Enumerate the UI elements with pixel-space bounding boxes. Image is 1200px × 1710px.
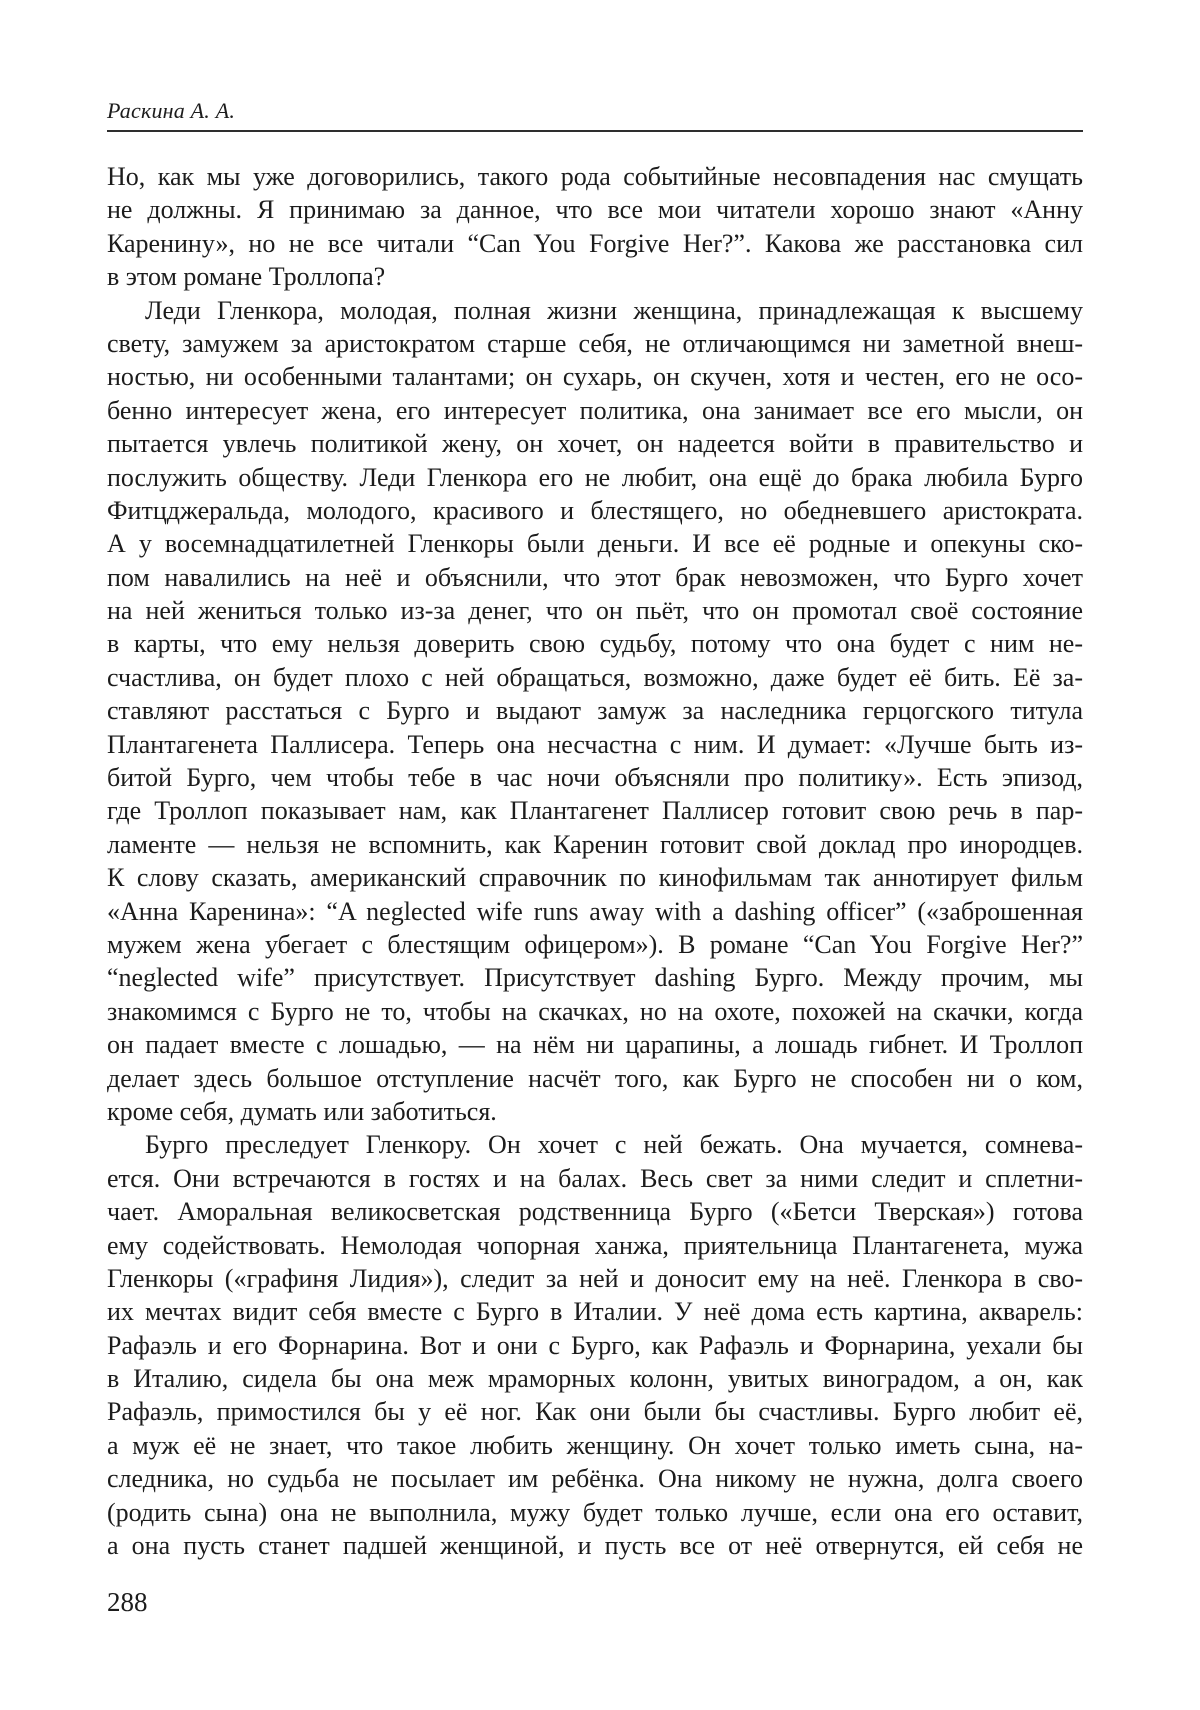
text-line: знакомимся с Бурго не то, чтобы на скачках, но на охоте, похожей на скачки, когда: [107, 996, 1083, 1026]
text-line: счастлива, он будет плохо с ней обращаться, возможно, даже будет её бить. Её за-: [107, 662, 1083, 692]
text-line: ностью, ни особенными талантами; он сухарь, он скучен, хотя и честен, его не осо-: [107, 362, 1083, 392]
text-line: делает здесь большое отступление насчёт того, как Бурго не способен ни о ком,: [107, 1063, 1083, 1093]
header-rule: [107, 130, 1083, 132]
text-line: (родить сына) она не выполнила, мужу будет только лучше, если она его оставит,: [107, 1497, 1083, 1527]
text-line: ламенте — нельзя не вспомнить, как Каренин готовит свой доклад про инородцев.: [107, 829, 1083, 859]
text-line: в карты, что ему нельзя доверить свою судьбу, потому что она будет с ним не-: [107, 629, 1083, 659]
running-header-author: Раскина А. А.: [107, 98, 236, 123]
text-line: битой Бурго, чем чтобы тебе в час ночи объясняли про политику». Есть эпизод,: [107, 763, 1083, 793]
paragraph: [107, 1128, 1083, 1562]
text-line: в Италию, сидела бы она меж мраморных колонн, увитых виноградом, а он, как: [107, 1364, 1083, 1394]
text-line: он падает вместе с лошадью, — на нём ни царапины, а лошадь гибнет. И Троллоп: [107, 1030, 1083, 1060]
text-line: ему содействовать. Немолодая чопорная ханжа, приятельница Плантагенета, мужа: [107, 1230, 1083, 1260]
page-number: 288: [107, 1587, 148, 1617]
text-line: послужить обществу. Леди Гленкора его не любит, она ещё до брака любила Бурго: [107, 462, 1083, 492]
text-line: а она пусть станет падшей женщиной, и пусть все от неё отвернутся, ей себя не: [107, 1531, 1083, 1561]
text-line: в этом романе Троллопа?: [107, 262, 386, 292]
text-line: Рафаэль и его Форнарина. Вот и они с Бурго, как Рафаэль и Форнарина, уехали бы: [107, 1330, 1083, 1360]
text-line: К слову сказать, американский справочник по кинофильмам так аннотирует фильм: [107, 863, 1083, 893]
text-line: следника, но судьба не посылает им ребёнка. Она никому не нужна, долга своего: [107, 1464, 1083, 1494]
text-line: свету, замужем за аристократом старше себя, не отличающимся ни заметной внеш-: [107, 328, 1083, 358]
text-line: Рафаэль, примостился бы у её ног. Как они были бы счастливы. Бурго любит её,: [107, 1397, 1083, 1427]
text-line: пом навалились на неё и объяснили, что этот брак невозможен, что Бурго хочет: [107, 562, 1083, 592]
text-line: «Анна Каренина»: “A neglected wife runs away with a dashing officer” («заброшенная: [107, 896, 1083, 926]
text-line: ставляют расстаться с Бурго и выдают замуж за наследника герцогского титула: [107, 696, 1083, 726]
text-line: кроме себя, думать или заботиться.: [107, 1096, 497, 1126]
body-text: [107, 160, 1083, 1562]
text-line: Плантагенета Паллисера. Теперь она несчастна с ним. И думает: «Лучше быть из-: [107, 729, 1083, 759]
text-line: их мечтах видит себя вместе с Бурго в Италии. У неё дома есть картина, акварель:: [107, 1297, 1083, 1327]
text-line: Каренину», но не все читали “Can You Forgive Her?”. Какова же расстановка сил: [107, 228, 1083, 258]
text-line: Бурго преследует Гленкору. Он хочет с ней бежать. Она мучается, сомнева-: [145, 1130, 1083, 1160]
text-line: Фитцджеральда, молодого, красивого и блестящего, но обедневшего аристократа.: [107, 495, 1083, 525]
text-line: чает. Аморальная великосветская родственница Бурго («Бетси Тверская») готова: [107, 1197, 1083, 1227]
text-line: на ней жениться только из-за денег, что он пьёт, что он промотал своё состояние: [107, 596, 1083, 626]
running-header: [107, 98, 1083, 124]
text-line: пытается увлечь политикой жену, он хочет, он надеется войти в правительство и: [107, 429, 1083, 459]
text-line: Леди Гленкора, молодая, полная жизни женщина, принадлежащая к высшему: [145, 295, 1083, 325]
text-line: ется. Они встречаются в гостях и на балах. Весь свет за ними следит и сплетни-: [107, 1163, 1083, 1193]
text-line: А у восемнадцатилетней Гленкоры были деньги. И все её родные и опекуны ско-: [107, 529, 1083, 559]
paragraph: [107, 294, 1083, 1129]
text-line: не должны. Я принимаю за данное, что все мои читатели хорошо знают «Анну: [107, 195, 1083, 225]
text-line: Гленкоры («графиня Лидия»), следит за ней и доносит ему на неё. Гленкора в сво-: [107, 1263, 1083, 1293]
text-line: а муж её не знает, что такое любить женщину. Он хочет только иметь сына, на-: [107, 1430, 1083, 1460]
text-line: мужем жена убегает с блестящим офицером»). В романе “Can You Forgive Her?”: [107, 929, 1083, 959]
paragraph: [107, 160, 1083, 294]
text-line: бенно интересует жена, его интересует политика, она занимает все его мысли, он: [107, 395, 1083, 425]
text-line: где Троллоп показывает нам, как Плантагенет Паллисер готовит свою речь в пар-: [107, 796, 1083, 826]
text-line: “neglected wife” присутствует. Присутствует dashing Бурго. Между прочим, мы: [107, 963, 1083, 993]
text-line: Но, как мы уже договорились, такого рода событийные несовпадения нас смущать: [107, 162, 1083, 191]
